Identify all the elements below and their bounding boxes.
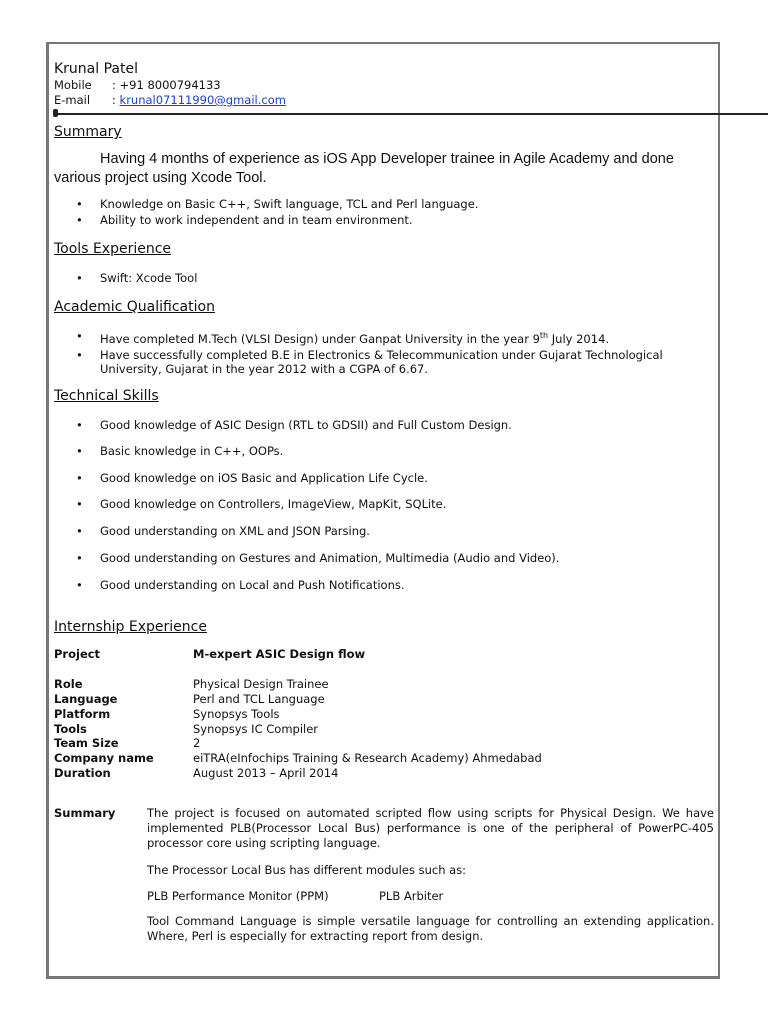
project-value: M-expert ASIC Design flow xyxy=(193,647,366,661)
tools-heading: Tools Experience xyxy=(54,241,172,257)
module-ppm: PLB Performance Monitor (PPM) xyxy=(147,889,329,903)
duration-label: Duration xyxy=(54,766,111,780)
email-line xyxy=(54,93,286,107)
module-arbiter: PLB Arbiter xyxy=(379,889,444,903)
bullet-icon: • xyxy=(76,524,83,538)
internship-summary-p2: The Processor Local Bus has different modules such as: xyxy=(147,863,467,877)
company-label: Company name xyxy=(54,751,154,765)
bullet-icon: • xyxy=(76,444,83,458)
tools-bullets xyxy=(54,271,714,285)
list-item: • Have completed M.Tech (VLSI Design) under Ganpat University in the year 9th July 2014. xyxy=(76,329,610,346)
list-item: • Have successfully completed B.E in Electronics & Telecommunication under Gujarat Technological University, Gujarat in the year 2012 with a CGPA of 6.67. xyxy=(76,347,663,376)
internship-summary-p3: Tool Command Language is simple versatile language for controlling an extending application. Where, Perl is especially for extracting report from design. xyxy=(147,914,714,943)
bullet-icon: • xyxy=(76,347,83,362)
academic-bullets xyxy=(54,329,714,376)
summary-heading: Summary xyxy=(54,124,122,140)
summary-lead: Having 4 months of experience as iOS App Developer trainee in Agile Academy and done various project using Xcode Tool. xyxy=(54,151,674,186)
list-item: • Ability to work independent and in team environment. xyxy=(76,213,413,227)
bullet-icon: • xyxy=(76,551,83,565)
bullet-icon: • xyxy=(76,418,83,432)
internship-heading: Internship Experience xyxy=(54,619,207,635)
candidate-name: Krunal Patel xyxy=(54,61,138,77)
tools-label: Tools xyxy=(54,722,87,736)
bullet-icon: • xyxy=(76,497,83,511)
internship-summary-p1: The project is focused on automated scripted flow using scripts for Physical Design. We have implemented PLB(Processor Local Bus) performance is one of the peripheral of PowerPC-405 processor core using scripting language. xyxy=(147,806,714,850)
email-link[interactable]: krunal07111990@gmail.com xyxy=(119,93,286,107)
team-size-value: 2 xyxy=(193,736,201,750)
language-label: Language xyxy=(54,692,118,706)
skills-heading: Technical Skills xyxy=(54,388,159,404)
email-separator: : xyxy=(112,93,120,107)
platform-label: Platform xyxy=(54,707,111,721)
list-item: • Knowledge on Basic C++, Swift language, TCL and Perl language. xyxy=(76,197,479,211)
platform-value: Synopsys Tools xyxy=(193,707,280,721)
bullet-icon: • xyxy=(76,271,83,285)
language-value: Perl and TCL Language xyxy=(193,692,325,706)
project-label: Project xyxy=(54,647,101,661)
list-item: • Swift: Xcode Tool xyxy=(76,271,198,285)
mobile-label: Mobile xyxy=(54,78,92,92)
divider-handle xyxy=(53,109,58,117)
bullet-icon: • xyxy=(76,578,83,592)
internship-summary-label: Summary xyxy=(54,806,116,820)
bullet-icon: • xyxy=(76,197,83,211)
bullet-icon: • xyxy=(76,329,83,343)
mobile-line xyxy=(54,78,221,92)
mobile-value: : +91 8000794133 xyxy=(112,78,221,92)
duration-value: August 2013 – April 2014 xyxy=(193,766,339,780)
role-value: Physical Design Trainee xyxy=(193,677,329,691)
bullet-icon: • xyxy=(76,213,83,227)
team-size-label: Team Size xyxy=(54,736,119,750)
header-divider xyxy=(54,113,768,115)
summary-bullets xyxy=(54,197,714,227)
email-label: E-mail xyxy=(54,93,91,107)
company-value: eiTRA(eInfochips Training & Research Academy) Ahmedabad xyxy=(193,751,542,765)
academic-heading: Academic Qualification xyxy=(54,299,215,315)
bullet-icon: • xyxy=(76,471,83,485)
tools-value: Synopsys IC Compiler xyxy=(193,722,319,736)
role-label: Role xyxy=(54,677,83,691)
